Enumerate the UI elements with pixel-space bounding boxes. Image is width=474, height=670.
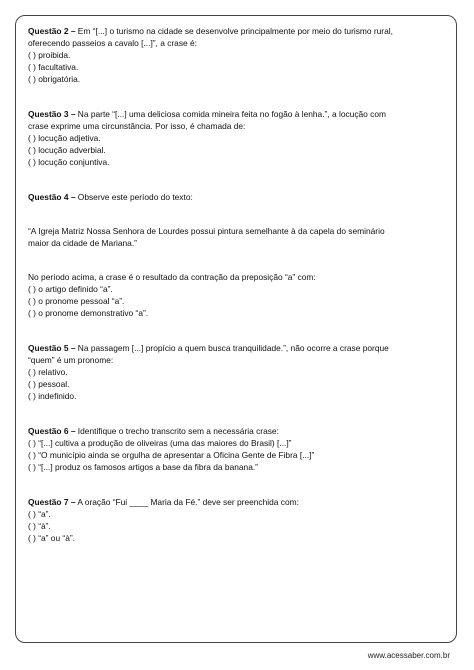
question-5-option-2[interactable]: ( ) pessoal. bbox=[28, 379, 70, 389]
question-4-quote-line-2: maior da cidade de Mariana.” bbox=[28, 238, 137, 248]
question-7-option-2[interactable]: ( ) “à”. bbox=[28, 521, 51, 531]
question-5-label: Questão 5 – bbox=[28, 343, 76, 353]
question-5 bbox=[28, 342, 448, 402]
question-3-option-1[interactable]: ( ) locução adjetiva. bbox=[28, 133, 101, 143]
question-6-text-line-1: Identifique o trecho transcrito sem a necessária crase: bbox=[75, 426, 279, 436]
question-7-option-1[interactable]: ( ) “a”. bbox=[28, 509, 51, 519]
question-3-option-3[interactable]: ( ) locução conjuntiva. bbox=[28, 157, 110, 167]
question-2-text-line-1: Em “[...] o turismo na cidade se desenvolve principalmente por meio do turismo rural, bbox=[75, 26, 393, 36]
question-6-label: Questão 6 – bbox=[28, 426, 76, 436]
question-5-text-line-1: Na passagem [...] propício a quem busca tranquilidade.”, não ocorre a crase porque bbox=[75, 343, 389, 353]
question-3-label: Questão 3 – bbox=[28, 109, 76, 119]
question-2-text-line-2: oferecendo passeios a cavalo [...]”, a crase é: bbox=[28, 38, 197, 48]
question-5-option-1[interactable]: ( ) relativo. bbox=[28, 367, 68, 377]
question-6-option-1[interactable]: ( ) “[...] cultiva a produção de oliveiras (uma das maiores do Brasil) [...]” bbox=[28, 438, 292, 448]
question-3-option-2[interactable]: ( ) locução adverbial. bbox=[28, 145, 106, 155]
question-7-option-3[interactable]: ( ) “a” ou “à”. bbox=[28, 533, 75, 543]
question-2-label: Questão 2 – bbox=[28, 26, 76, 36]
question-3-text-line-1: Na parte “[...] uma deliciosa comida mineira feita no fogão à lenha.”, a locução com bbox=[75, 109, 386, 119]
question-4-option-3[interactable]: ( ) o pronome demonstrativo “a”. bbox=[28, 308, 149, 318]
question-5-text-line-2: “quem” é um pronome: bbox=[28, 355, 114, 365]
question-5-option-3[interactable]: ( ) indefinido. bbox=[28, 391, 77, 401]
question-4-label: Questão 4 – bbox=[28, 192, 76, 202]
question-4-option-2[interactable]: ( ) o pronome pessoal “a”. bbox=[28, 296, 125, 306]
question-4-prompt: No período acima, a crase é o resultado da contração da preposição “a” com: bbox=[28, 272, 316, 282]
question-7-label: Questão 7 – bbox=[28, 497, 76, 507]
question-3 bbox=[28, 108, 448, 168]
question-7-text-line-1: A oração “Fui ____ Maria da Fé.” deve ser preenchida com: bbox=[75, 497, 299, 507]
question-6-option-3[interactable]: ( ) “[...] produz os famosos artigos a base da fibra da banana.” bbox=[28, 462, 258, 472]
question-4-option-1[interactable]: ( ) o artigo definido “a”. bbox=[28, 284, 113, 294]
question-6-option-2[interactable]: ( ) “O município ainda se orgulha de apresentar a Oficina Gente de Fibra [...]” bbox=[28, 450, 315, 460]
question-4-text-line-1: Observe este período do texto: bbox=[75, 192, 193, 202]
question-2 bbox=[28, 25, 448, 85]
question-4 bbox=[28, 191, 448, 319]
question-6 bbox=[28, 425, 448, 473]
question-2-option-2[interactable]: ( ) facultativa. bbox=[28, 62, 79, 72]
question-3-text-line-2: crase exprime uma circunstância. Por isso, é chamada de: bbox=[28, 121, 246, 131]
question-2-option-1[interactable]: ( ) proibida. bbox=[28, 50, 71, 60]
footer-website[interactable]: www.acessaber.com.br bbox=[367, 651, 450, 660]
question-2-option-3[interactable]: ( ) obrigatória. bbox=[28, 74, 81, 84]
worksheet-content bbox=[28, 25, 448, 556]
question-4-quote-line-1: “A Igreja Matriz Nossa Senhora de Lourdes possui pintura semelhante à da capela do seminário bbox=[28, 226, 385, 236]
question-7 bbox=[28, 496, 448, 544]
